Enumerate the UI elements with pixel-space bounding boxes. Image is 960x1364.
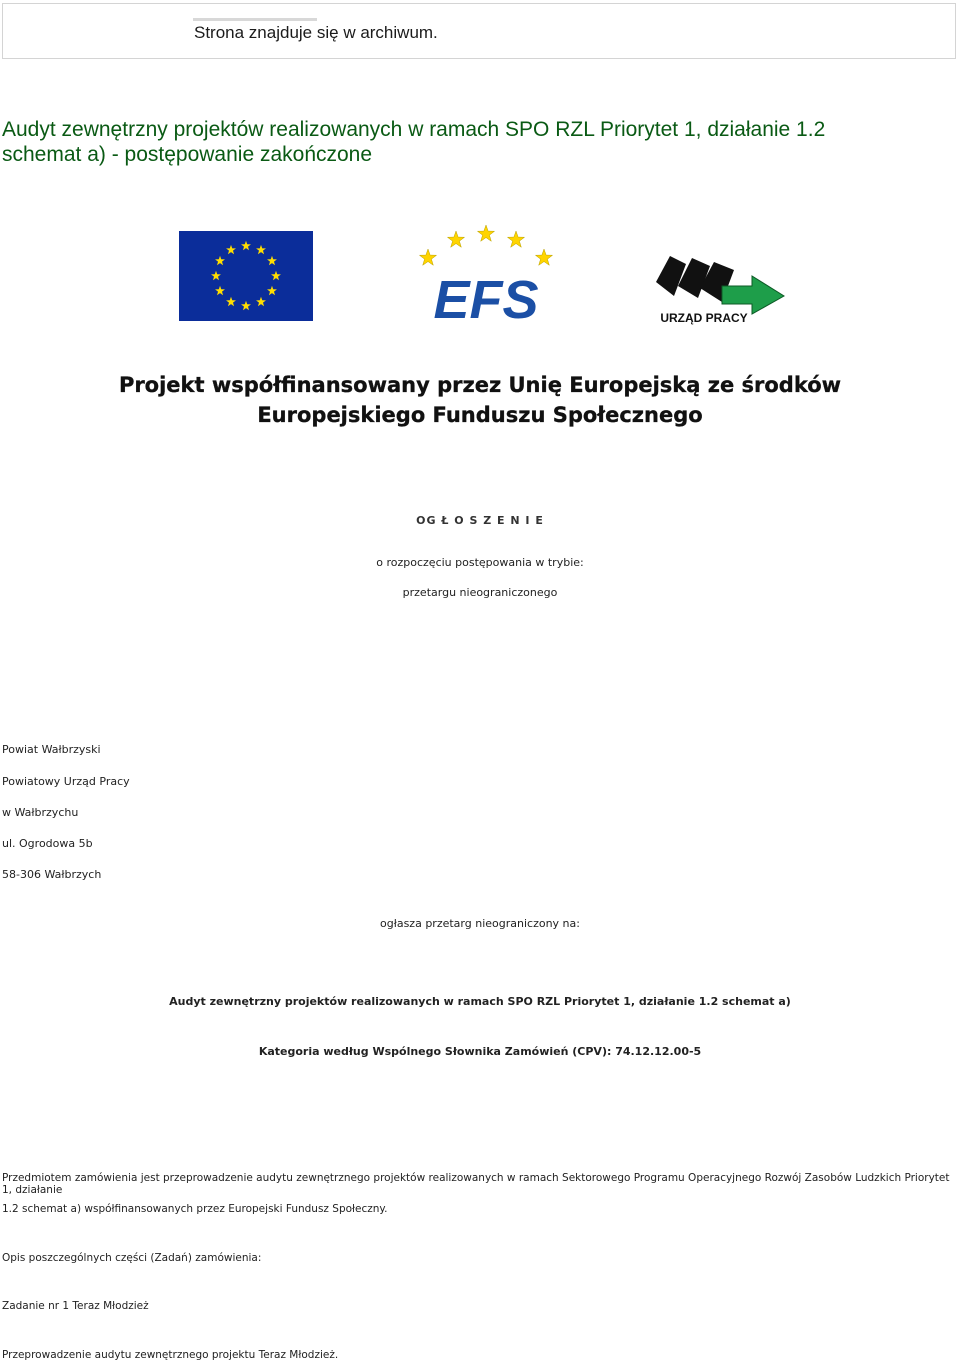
tender-intro: ogłasza przetarg nieograniczony na: — [380, 917, 580, 930]
efs-text: EFS — [433, 270, 539, 330]
body-paragraph-2: 1.2 schemat a) współfinansowanych przez Europejski Fundusz Społeczny. — [2, 1203, 388, 1215]
address-line-1: Powiat Wałbrzyski — [2, 743, 101, 756]
efs-star-icon — [507, 231, 524, 247]
announcement-line-2: przetargu nieograniczonego — [402, 586, 558, 599]
archive-tab-bar — [193, 18, 317, 21]
address-line-5: 58-306 Wałbrzych — [2, 868, 102, 881]
efs-star-icon — [535, 249, 552, 265]
urzad-pracy-text: URZĄD PRACY — [660, 311, 748, 325]
cofinancing-banner — [118, 368, 842, 434]
page-title-line-1: Audyt zewnętrzny projektów realizowanych w ramach SPO RZL Priorytet 1, działanie 1.2 — [2, 118, 826, 141]
efs-star-icon — [419, 249, 436, 265]
announcement-heading: OG Ł O S Z E N I E — [416, 514, 544, 527]
tender-subject: Audyt zewnętrzny projektów realizowanych w ramach SPO RZL Priorytet 1, działanie 1.2 schemat a) — [169, 995, 791, 1008]
cpv-category: Kategoria według Wspólnego Słownika Zamówień (CPV): 74.12.12.00-5 — [258, 1045, 702, 1058]
announcement-line-1: o rozpoczęciu postępowania w trybie: — [376, 556, 584, 569]
address-line-4: ul. Ogrodowa 5b — [2, 837, 93, 850]
cofinancing-line-2: Europejskiego Funduszu Społecznego — [257, 403, 703, 427]
body-paragraph-4: Zadanie nr 1 Teraz Młodzież — [2, 1300, 149, 1312]
cofinancing-line-1: Projekt współfinansowany przez Unię Europejską ze środków — [118, 373, 842, 397]
body-paragraph-5: Przeprowadzenie audytu zewnętrznego projektu Teraz Młodzież. — [2, 1349, 339, 1361]
eu-flag-logo — [179, 231, 313, 321]
address-line-3: w Wałbrzychu — [2, 806, 79, 819]
archive-notice-box — [2, 3, 956, 59]
efs-star-icon — [477, 225, 494, 241]
urzad-pracy-logo — [648, 252, 788, 327]
address-line-2: Powiatowy Urząd Pracy — [2, 775, 130, 788]
body-paragraph-1: Przedmiotem zamówienia jest przeprowadzenie audytu zewnętrznego projektów realizowanych w ramach Sektorowego Programu Operacyjnego Rozwój Zasobów Ludzkich Priorytet 1, działanie — [2, 1172, 950, 1196]
efs-star-icon — [447, 231, 464, 247]
efs-logo — [412, 222, 560, 330]
body-paragraph-3: Opis poszczególnych części (Zadań) zamówienia: — [2, 1252, 262, 1264]
archive-notice: Strona znajduje się w archiwum. — [194, 23, 438, 42]
page-title-line-2: schemat a) - postępowanie zakończone — [2, 143, 373, 166]
page-title — [2, 117, 932, 167]
